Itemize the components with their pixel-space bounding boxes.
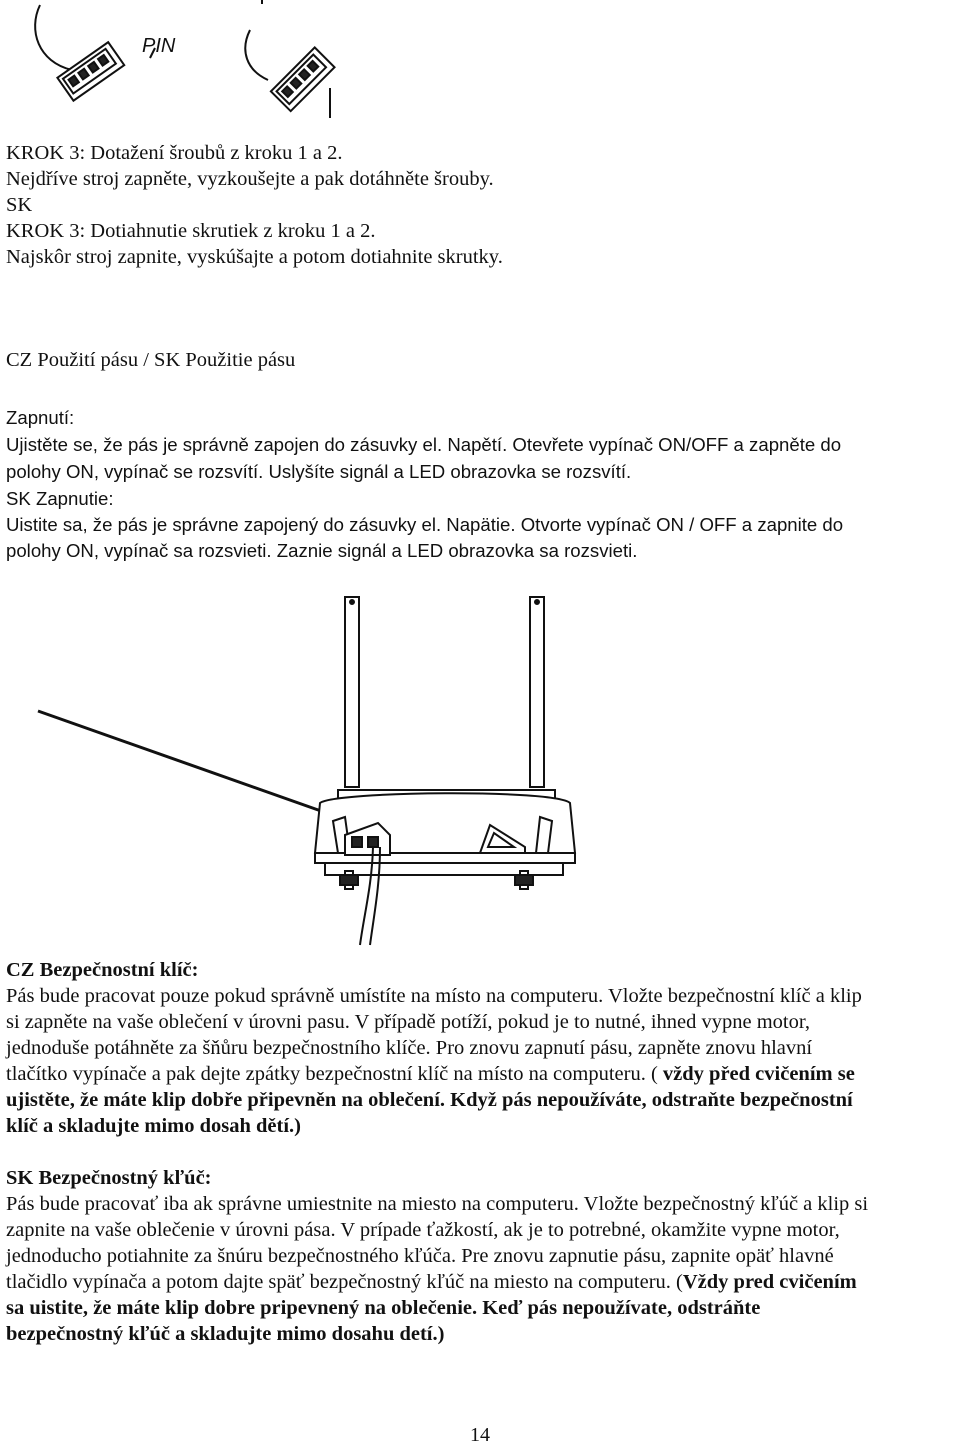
safety-key-sk-line-5: sa uistite, že máte klip dobre pripevnený na oblečenie. Keď pás nepoužívate, odstráňte — [6, 1297, 761, 1319]
connector-pin-illustration — [0, 0, 960, 122]
pin-label: PIN — [142, 35, 176, 57]
step3-sk-line-1: KROK 3: Dotiahnutie skrutiek z kroku 1 a 2. — [6, 220, 376, 242]
step3-sk-lang: SK — [6, 194, 33, 216]
safety-key-sk-title: SK Bezpečnostný kľúč: — [6, 1167, 212, 1189]
treadmill-switch-illustration — [0, 585, 960, 950]
power-on-sk-line-1: Uistite sa, že pás je správne zapojený do zásuvky el. Napätie. Otvorte vypínač ON / OFF a zapnite do — [6, 514, 844, 535]
safety-key-cz-line-5: ujistěte, že máte klip dobře připevněn na oblečení. Když pás nepoužíváte, odstraňte bezpečnostní — [6, 1089, 853, 1111]
safety-key-sk-line-3: jednoducho potiahnite za šnúru bezpečnostného kľúča. Pre znovu zapnutie pásu, zapnite opäť hlavné — [6, 1245, 834, 1267]
safety-key-cz-line-1: Pás bude pracovat pouze pokud správně umístíte na místo na computeru. Vložte bezpečnostní klíč a klip — [6, 985, 862, 1007]
safety-key-sk-line-4: tlačidlo vypínača a potom dajte späť bezpečnostný kľúč na miesto na computeru. (Vždy pred cvičením — [6, 1271, 857, 1293]
power-on-cz-title: Zapnutí: — [6, 407, 75, 428]
step3-cz-line-1: KROK 3: Dotažení šroubů z kroku 1 a 2. — [6, 142, 343, 164]
usage-heading: CZ Použití pásu / SK Použitie pásu — [6, 349, 296, 371]
page-number: 14 — [470, 1424, 490, 1446]
power-on-sk-line-2: polohy ON, vypínač sa rozsvieti. Zaznie signál a LED obrazovka sa rozsvieti. — [6, 540, 638, 561]
power-on-cz-line-2: polohy ON, vypínač se rozsvítí. Uslyšíte signál a LED obrazovka se rozsvítí. — [6, 461, 632, 482]
safety-key-sk-line-6: bezpečnostný kľúč a skladujte mimo dosahu detí.) — [6, 1323, 445, 1345]
safety-key-sk-line-1: Pás bude pracovať iba ak správne umiestnite na miesto na computeru. Vložte bezpečnostný kľúč a klip si — [6, 1193, 869, 1215]
safety-key-cz-line-3: jednoduše potáhněte za šňůru bezpečnostního klíče. Pro znovu zapnutí pásu, zapněte znovu hlavní — [6, 1037, 813, 1059]
safety-key-cz-title: CZ Bezpečnostní klíč: — [6, 959, 199, 981]
safety-key-cz-line-6: klíč a skladujte mimo dosah dětí.) — [6, 1115, 301, 1137]
safety-key-cz-line-2: si zapněte na vaše oblečení v úrovni pasu. V případě potíží, pokud je to nutné, ihned vypne motor, — [6, 1011, 810, 1033]
step3-sk-line-2: Najskôr stroj zapnite, vyskúšajte a potom dotiahnite skrutky. — [6, 246, 503, 268]
safety-key-cz-line-4: tlačítko vypínače a pak dejte zpátky bezpečnostní klíč na místo na computeru. ( vždy před cvičením se — [6, 1063, 855, 1085]
power-on-cz-line-1: Ujistěte se, že pás je správně zapojen do zásuvky el. Napětí. Otevřete vypínač ON/OFF a zapněte do — [6, 434, 842, 455]
power-on-sk-title: SK Zapnutie: — [6, 488, 114, 509]
step3-cz-line-2: Nejdříve stroj zapněte, vyzkoušejte a pak dotáhněte šrouby. — [6, 168, 494, 190]
safety-key-sk-line-2: zapnite na vaše oblečenie v úrovni pása. V prípade ťažkostí, ak je to potrebné, okamžite vypne motor, — [6, 1219, 840, 1241]
